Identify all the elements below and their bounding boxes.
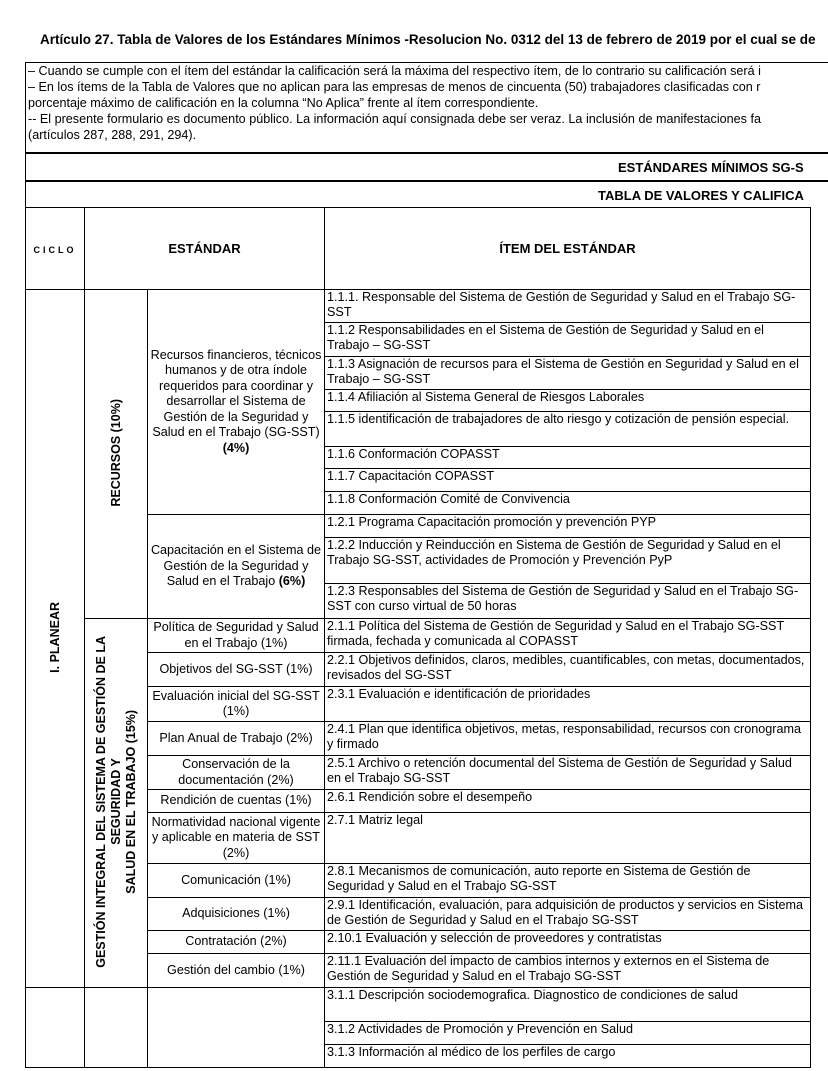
item-cell: 2.11.1 Evaluación del impacto de cambios internos y externos en el Sistema de Gestión de Seguridad y Salud en el Trabajo SG-SST	[325, 954, 811, 988]
item-cell: 2.4.1 Plan que identifica objetivos, metas, responsabilidad, recursos con cronograma y firmado	[325, 722, 811, 756]
item-cell: 2.1.1 Política del Sistema de Gestión de Seguridad y Salud en el Trabajo SG-SST firmada, fechada y comunicada al COPASST	[325, 619, 811, 653]
item-cell: 2.9.1 Identificación, evaluación, para adquisición de productos y servicios en Sistema de Gestión de Seguridad y Salud en el Trabajo SG-SST	[325, 898, 811, 931]
item-cell: 2.7.1 Matriz legal	[325, 813, 811, 864]
standard-cell: Normatividad nacional vigente y aplicable en materia de SST (2%)	[148, 813, 325, 864]
item-cell: 2.5.1 Archivo o retención documental del Sistema de Gestión de Seguridad y Salud en el Trabajo SG-SST	[325, 756, 811, 790]
standards-table	[25, 207, 811, 1068]
standard-capacitacion: Capacitación en el Sistema de Gestión de la Seguridad y Salud en el Trabajo (6%)	[148, 515, 325, 619]
note-line: porcentaje máximo de calificación en la columna “No Aplica” frente al ítem correspondiente.	[28, 96, 539, 110]
note-line: -- El presente formulario es documento público. La información aquí consignada debe ser veraz. La inclusión de manifestaciones fa	[28, 112, 761, 126]
values-header: TABLA DE VALORES Y CALIFICA	[25, 180, 828, 208]
standard-cell: Conservación de la documentación (2%)	[148, 756, 325, 790]
item-cell: 1.1.3 Asignación de recursos para el Sistema de Gestión en Seguridad y Salud en el Trabajo – SG-SST	[325, 357, 811, 390]
group-recursos: RECURSOS (10%)	[85, 290, 148, 619]
standard-cell: Gestión del cambio (1%)	[148, 954, 325, 988]
cycle-planear: I. PLANEAR	[26, 290, 85, 988]
standard-cell	[148, 988, 325, 1068]
standard-cell: Contratación (2%)	[148, 931, 325, 954]
column-header-item: ÍTEM DEL ESTÁNDAR	[325, 208, 811, 290]
item-cell: 1.2.3 Responsables del Sistema de Gestión de Seguridad y Salud en el Trabajo SG-SST con curso virtual de 50 horas	[325, 584, 811, 619]
standard-cell: Política de Seguridad y Salud en el Trabajo (1%)	[148, 619, 325, 653]
item-cell: 2.8.1 Mecanismos de comunicación, auto reporte en Sistema de Gestión de Seguridad y Salud en el Trabajo SG-SST	[325, 864, 811, 898]
item-cell: 1.2.1 Programa Capacitación promoción y prevención PYP	[325, 515, 811, 538]
notes-block	[25, 62, 828, 153]
item-cell: 1.1.2 Responsabilidades en el Sistema de Gestión de Seguridad y Salud en el Trabajo – SG-SST	[325, 323, 811, 357]
item-cell: 3.1.2 Actividades de Promoción y Prevención en Salud	[325, 1022, 811, 1045]
cycle-cell	[26, 988, 85, 1068]
item-cell: 1.1.6 Conformación COPASST	[325, 447, 811, 469]
standard-recursos: Recursos financieros, técnicos humanos y de otra índole requeridos para coordinar y desarrollar el Sistema de Gestión de la Seguridad y Salud en el Trabajo (SG-SST) (4%)	[148, 290, 325, 515]
standards-header: ESTÁNDARES MÍNIMOS SG-S	[25, 152, 828, 181]
item-cell: 2.3.1 Evaluación e identificación de prioridades	[325, 687, 811, 722]
standard-cell: Adquisiciones (1%)	[148, 898, 325, 931]
note-line: – Cuando se cumple con el ítem del estándar la calificación será la máxima del respectivo ítem, de lo contrario su calificación será i	[28, 64, 761, 78]
group-cell	[85, 988, 148, 1068]
item-cell: 1.1.1. Responsable del Sistema de Gestión de Seguridad y Salud en el Trabajo SG-SST	[325, 290, 811, 323]
item-cell: 2.6.1 Rendición sobre el desempeño	[325, 790, 811, 813]
item-cell: 1.1.8 Conformación Comité de Convivencia	[325, 492, 811, 515]
item-cell: 3.1.3 Información al médico de los perfiles de cargo	[325, 1045, 811, 1068]
item-cell: 2.2.1 Objetivos definidos, claros, medibles, cuantificables, con metas, documentados, revisados del SG-SST	[325, 653, 811, 687]
item-cell: 1.1.4 Afiliación al Sistema General de Riesgos Laborales	[325, 390, 811, 412]
standard-cell: Objetivos del SG-SST (1%)	[148, 653, 325, 687]
item-cell: 3.1.1 Descripción sociodemografica. Diagnostico de condiciones de salud	[325, 988, 811, 1022]
standard-cell: Comunicación (1%)	[148, 864, 325, 898]
note-line: (artículos 287, 288, 291, 294).	[28, 128, 197, 142]
item-cell: 2.10.1 Evaluación y selección de proveedores y contratistas	[325, 931, 811, 954]
column-header-ciclo: CICLO	[26, 208, 85, 290]
item-cell: 1.1.7 Capacitación COPASST	[325, 469, 811, 492]
standard-cell: Plan Anual de Trabajo (2%)	[148, 722, 325, 756]
standard-cell: Evaluación inicial del SG-SST (1%)	[148, 687, 325, 722]
item-cell: 1.1.5 identificación de trabajadores de alto riesgo y cotización de pensión especial.	[325, 412, 811, 447]
document-title: Artículo 27. Tabla de Valores de los Estándares Mínimos -Resolucion No. 0312 del 13 de febrero de 2019 por el cual se de	[40, 32, 816, 47]
note-line: – En los ítems de la Tabla de Valores que no aplican para las empresas de menos de cincuenta (50) trabajadores clasificadas con r	[28, 80, 761, 94]
standard-cell: Rendición de cuentas (1%)	[148, 790, 325, 813]
column-header-estandar: ESTÁNDAR	[85, 208, 325, 290]
group-gestion-integral: GESTIÓN INTEGRAL DEL SISTEMA DE GESTIÓN DE LA SEGURIDAD Y SALUD EN EL TRABAJO (15%)	[85, 619, 148, 988]
item-cell: 1.2.2 Inducción y Reinducción en Sistema de Gestión de Seguridad y Salud en el Trabajo SG-SST, actividades de Promoción y Prevención PyP	[325, 538, 811, 584]
